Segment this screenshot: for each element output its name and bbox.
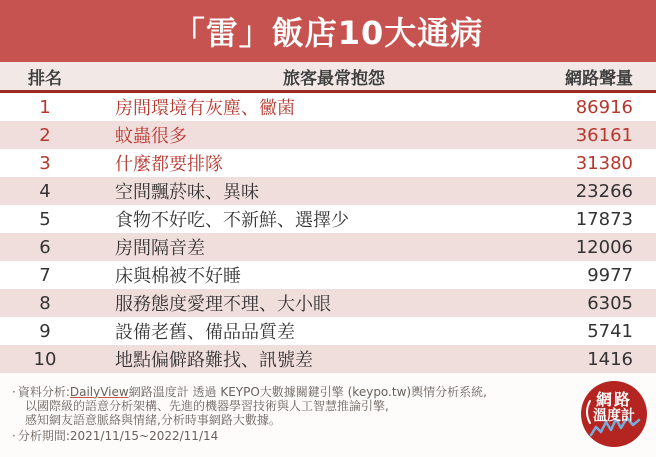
volume-cell: 23266	[575, 180, 633, 202]
table-row	[0, 233, 656, 261]
title-bar	[0, 0, 656, 62]
rank-cell: 3	[39, 152, 51, 174]
table-row	[0, 317, 656, 345]
volume-cell: 17873	[575, 208, 633, 230]
period-text: 分析期間:2021/11/15~2022/11/14	[17, 429, 219, 443]
table-row	[0, 93, 656, 121]
rank-cell: 5	[39, 208, 51, 230]
table-row	[0, 205, 656, 233]
volume-cell: 12006	[575, 236, 633, 258]
rank-cell: 1	[39, 96, 51, 118]
column-header-rank: 排名	[28, 68, 62, 89]
complaint-cell: 食物不好吃、不新鮮、選擇少	[115, 210, 349, 231]
volume-cell: 5741	[587, 320, 633, 342]
table-row	[0, 261, 656, 289]
complaint-cell: 蚊蟲很多	[115, 126, 187, 147]
table-row	[0, 345, 656, 373]
rank-cell: 2	[39, 124, 51, 146]
volume-cell: 1416	[587, 348, 633, 370]
column-header-volume: 網路聲量	[565, 68, 633, 89]
complaint-cell: 服務態度愛理不理、大小眼	[115, 294, 331, 315]
rank-cell: 7	[39, 264, 51, 286]
column-header-complaint: 旅客最常抱怨	[283, 68, 385, 89]
volume-cell: 36161	[575, 124, 633, 146]
volume-cell: 31380	[575, 152, 633, 174]
dailyview-thermometer-logo	[581, 381, 647, 447]
source-text-1: 網路溫度計 透過 KEYPO大數據關鍵引擎 (keypo.tw)輿情分析系統,	[128, 385, 487, 399]
complaint-cell: 床與棉被不好睡	[115, 266, 241, 287]
rank-cell: 10	[33, 348, 57, 370]
data-source-notes	[0, 373, 656, 443]
analysis-period-line	[12, 429, 656, 443]
volume-cell: 9977	[587, 264, 633, 286]
rank-cell: 4	[39, 180, 51, 202]
volume-cell: 6305	[587, 292, 633, 314]
table-row	[0, 121, 656, 149]
dailyview-link[interactable]: DailyView	[69, 385, 129, 399]
complaint-cell: 房間環境有灰塵、黴菌	[115, 98, 295, 119]
complaint-cell: 空間飄菸味、異味	[115, 182, 259, 203]
complaint-cell: 設備老舊、備品品質差	[115, 322, 295, 343]
complaint-cell: 地點偏僻路難找、訊號差	[115, 350, 313, 371]
table-row	[0, 177, 656, 205]
source-text-3: 感知網友語意脈絡與情緒,分析時事網路大數據。	[25, 413, 281, 427]
complaint-cell: 房間隔音差	[115, 238, 205, 259]
bullet: ·	[12, 429, 16, 443]
footer	[0, 373, 656, 457]
page-title: 「雷」飯店10大通病	[172, 14, 484, 52]
volume-cell: 86916	[575, 96, 633, 118]
source-text-2: 以國際級的語意分析架構、先進的機器學習技術與人工智慧推論引擎,	[25, 399, 389, 413]
bullet: ·	[12, 385, 16, 399]
complaint-cell: 什麼都要排隊	[115, 154, 223, 175]
rank-cell: 6	[39, 236, 51, 258]
ranking-table	[0, 93, 656, 373]
source-line-1	[12, 385, 656, 399]
logo-text-line2: 溫度計	[593, 408, 635, 424]
rank-cell: 8	[39, 292, 51, 314]
source-label: 資料分析:	[17, 385, 70, 399]
logo-text-line1: 網路	[595, 390, 632, 409]
rank-cell: 9	[39, 320, 51, 342]
table-row	[0, 149, 656, 177]
table-row	[0, 289, 656, 317]
table-header-row	[0, 62, 656, 90]
